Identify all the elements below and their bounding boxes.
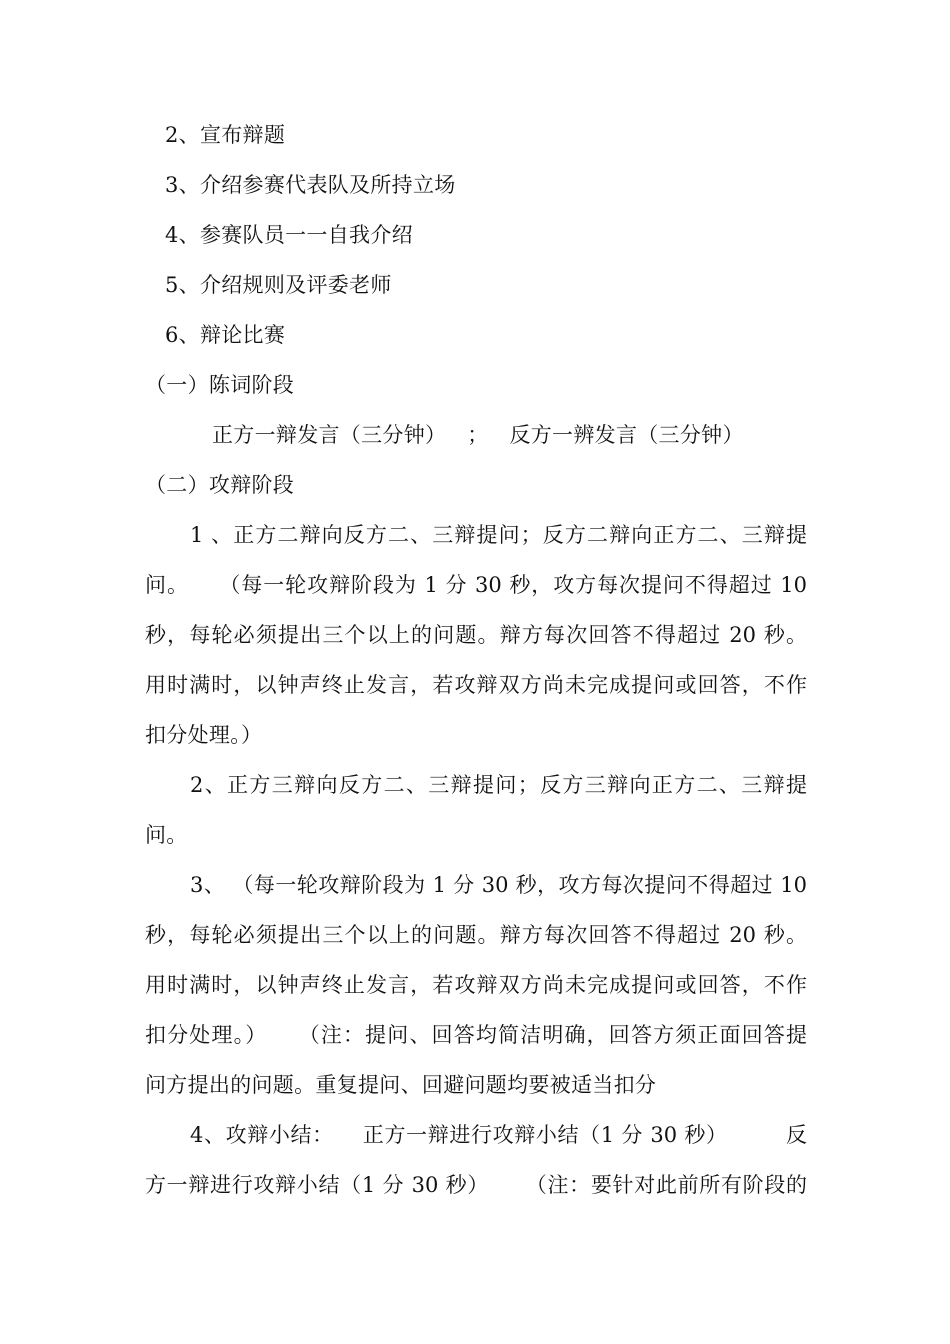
paragraph-line: 1 、正方二辩向反方二、三辩提问；反方二辩向正方二、三辩提 — [190, 523, 807, 547]
paragraph-line: 2、正方三辩向反方二、三辩提问；反方三辩向正方二、三辩提 — [190, 773, 807, 797]
list-item-self-introduction: 4、参赛队员一一自我介绍 — [165, 223, 413, 247]
paragraph-line: 扣分处理。） — [145, 723, 263, 747]
list-item-announce-topic: 2、宣布辩题 — [165, 123, 286, 147]
paragraph-line: 问方提出的问题。重复提问、回避问题均要被适当扣分 — [145, 1073, 657, 1097]
paragraph-line: 3、 （每一轮攻辩阶段为 1 分 30 秒，攻方每次提问不得超过 10 — [190, 873, 807, 897]
section-heading-statement: （一）陈词阶段 — [145, 373, 295, 397]
statement-speakers-line: 正方一辩发言（三分钟） ； 反方一辨发言（三分钟） — [212, 423, 744, 447]
paragraph-line: 4、攻辩小结： 正方一辩进行攻辩小结（1 分 30 秒） 反 — [190, 1123, 807, 1147]
paragraph-line: 秒，每轮必须提出三个以上的问题。辩方每次回答不得超过 20 秒。 — [145, 623, 807, 647]
paragraph-line: 用时满时，以钟声终止发言，若攻辩双方尚未完成提问或回答，不作 — [145, 973, 807, 997]
paragraph-line: 问。 — [145, 823, 188, 847]
paragraph-line: 用时满时，以钟声终止发言，若攻辩双方尚未完成提问或回答，不作 — [145, 673, 807, 697]
paragraph-line: 秒，每轮必须提出三个以上的问题。辩方每次回答不得超过 20 秒。 — [145, 923, 807, 947]
paragraph-line: 问。 （每一轮攻辩阶段为 1 分 30 秒，攻方每次提问不得超过 10 — [145, 573, 807, 597]
list-item-introduce-teams: 3、介绍参赛代表队及所持立场 — [165, 173, 456, 197]
paragraph-line: 扣分处理。） （注：提问、回答均简洁明确，回答方须正面回答提 — [145, 1023, 807, 1047]
paragraph-line: 方一辩进行攻辩小结（1 分 30 秒） （注：要针对此前所有阶段的 — [145, 1173, 807, 1197]
list-item-rules-judges: 5、介绍规则及评委老师 — [165, 273, 392, 297]
list-item-debate: 6、辩论比赛 — [165, 323, 286, 347]
section-heading-cross-exam: （二）攻辩阶段 — [145, 473, 295, 497]
